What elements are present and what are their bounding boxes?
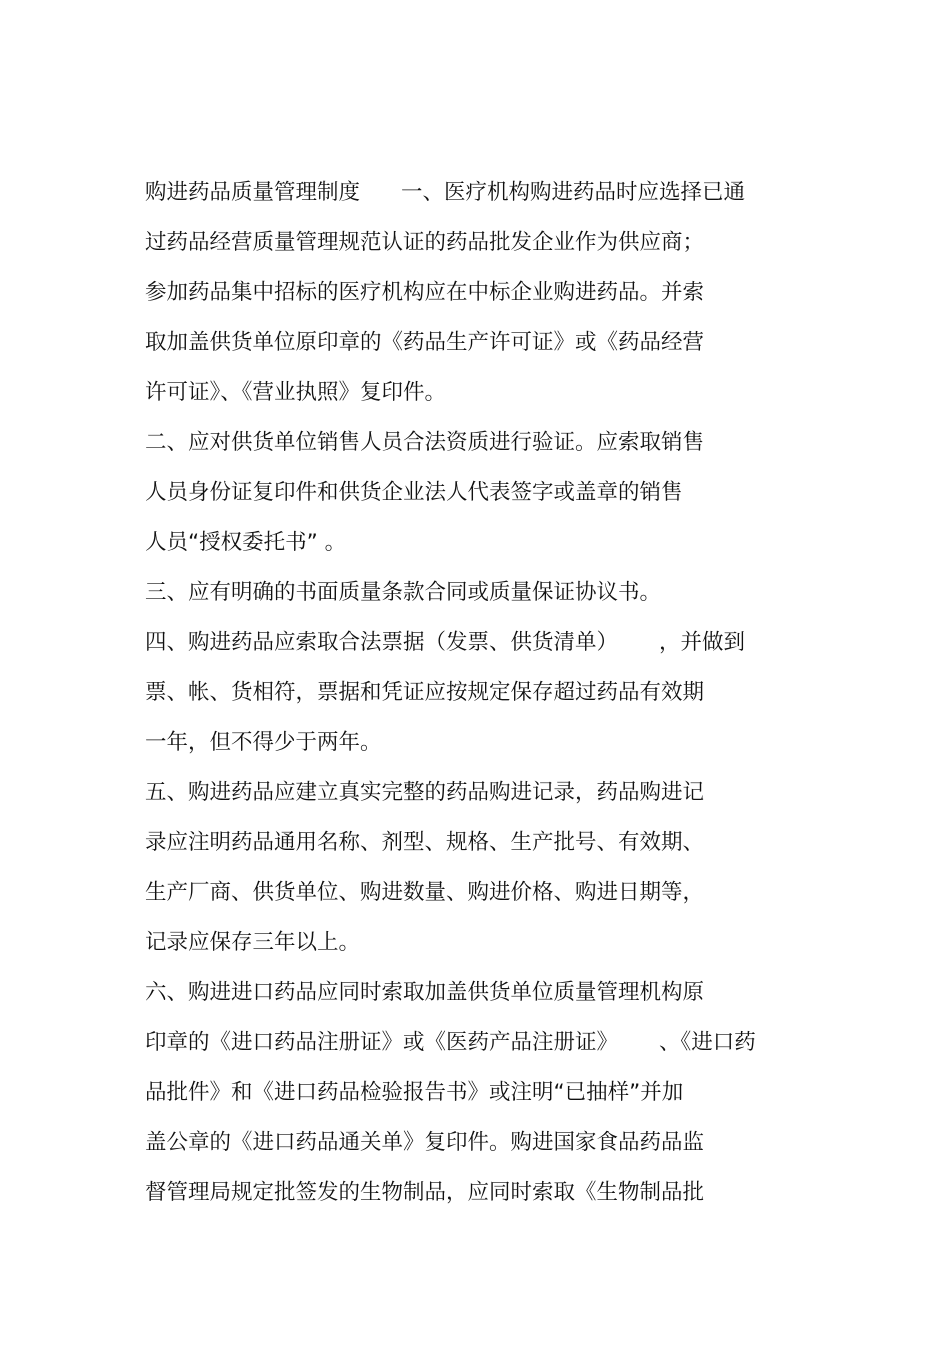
text-line: 许可证》、《营业执照》复印件。 [145,380,447,405]
text-line: 二、应对供货单位销售人员合法资质进行验证。应索取销售 [145,430,705,455]
text-line: 四、购进药品应索取合法票据（发票、供货清单） ，并做到 [145,630,746,655]
document-body [145,168,845,1218]
text-line: 督管理局规定批签发的生物制品，应同时索取《生物制品批 [145,1180,705,1205]
text-line: 参加药品集中招标的医疗机构应在中标企业购进药品。并索 [145,280,705,305]
text-line: 一年，但不得少于两年。 [145,730,382,755]
text-line: 六、购进进口药品应同时索取加盖供货单位质量管理机构原 [145,980,705,1005]
text-line: 记录应保存三年以上。 [145,930,361,955]
text-line: 购进药品质量管理制度 一、医疗机构购进药品时应选择已通 [145,180,746,205]
text-line: 票、帐、货相符，票据和凭证应按规定保存超过药品有效期 [145,680,705,705]
text-line: 生产厂商、供货单位、购进数量、购进价格、购进日期等， [145,880,705,905]
text-line: 取加盖供货单位原印章的《药品生产许可证》或《药品经营 [145,330,705,355]
text-line: 人员“授权委托书” 。 [145,530,347,555]
text-line: 过药品经营质量管理规范认证的药品批发企业作为供应商； [145,230,705,255]
text-line: 印章的《进口药品注册证》或《医药产品注册证》 、《进口药 [145,1030,756,1055]
text-line: 人员身份证复印件和供货企业法人代表签字或盖章的销售 [145,480,683,505]
text-line: 五、购进药品应建立真实完整的药品购进记录，药品购进记 [145,780,705,805]
text-line: 三、应有明确的书面质量条款合同或质量保证协议书。 [145,580,662,605]
text-line: 盖公章的《进口药品通关单》复印件。购进国家食品药品监 [145,1130,705,1155]
text-line: 录应注明药品通用名称、剂型、规格、生产批号、有效期、 [145,830,705,855]
text-line: 品批件》和《进口药品检验报告书》或注明“已抽样”并加 [145,1080,684,1105]
